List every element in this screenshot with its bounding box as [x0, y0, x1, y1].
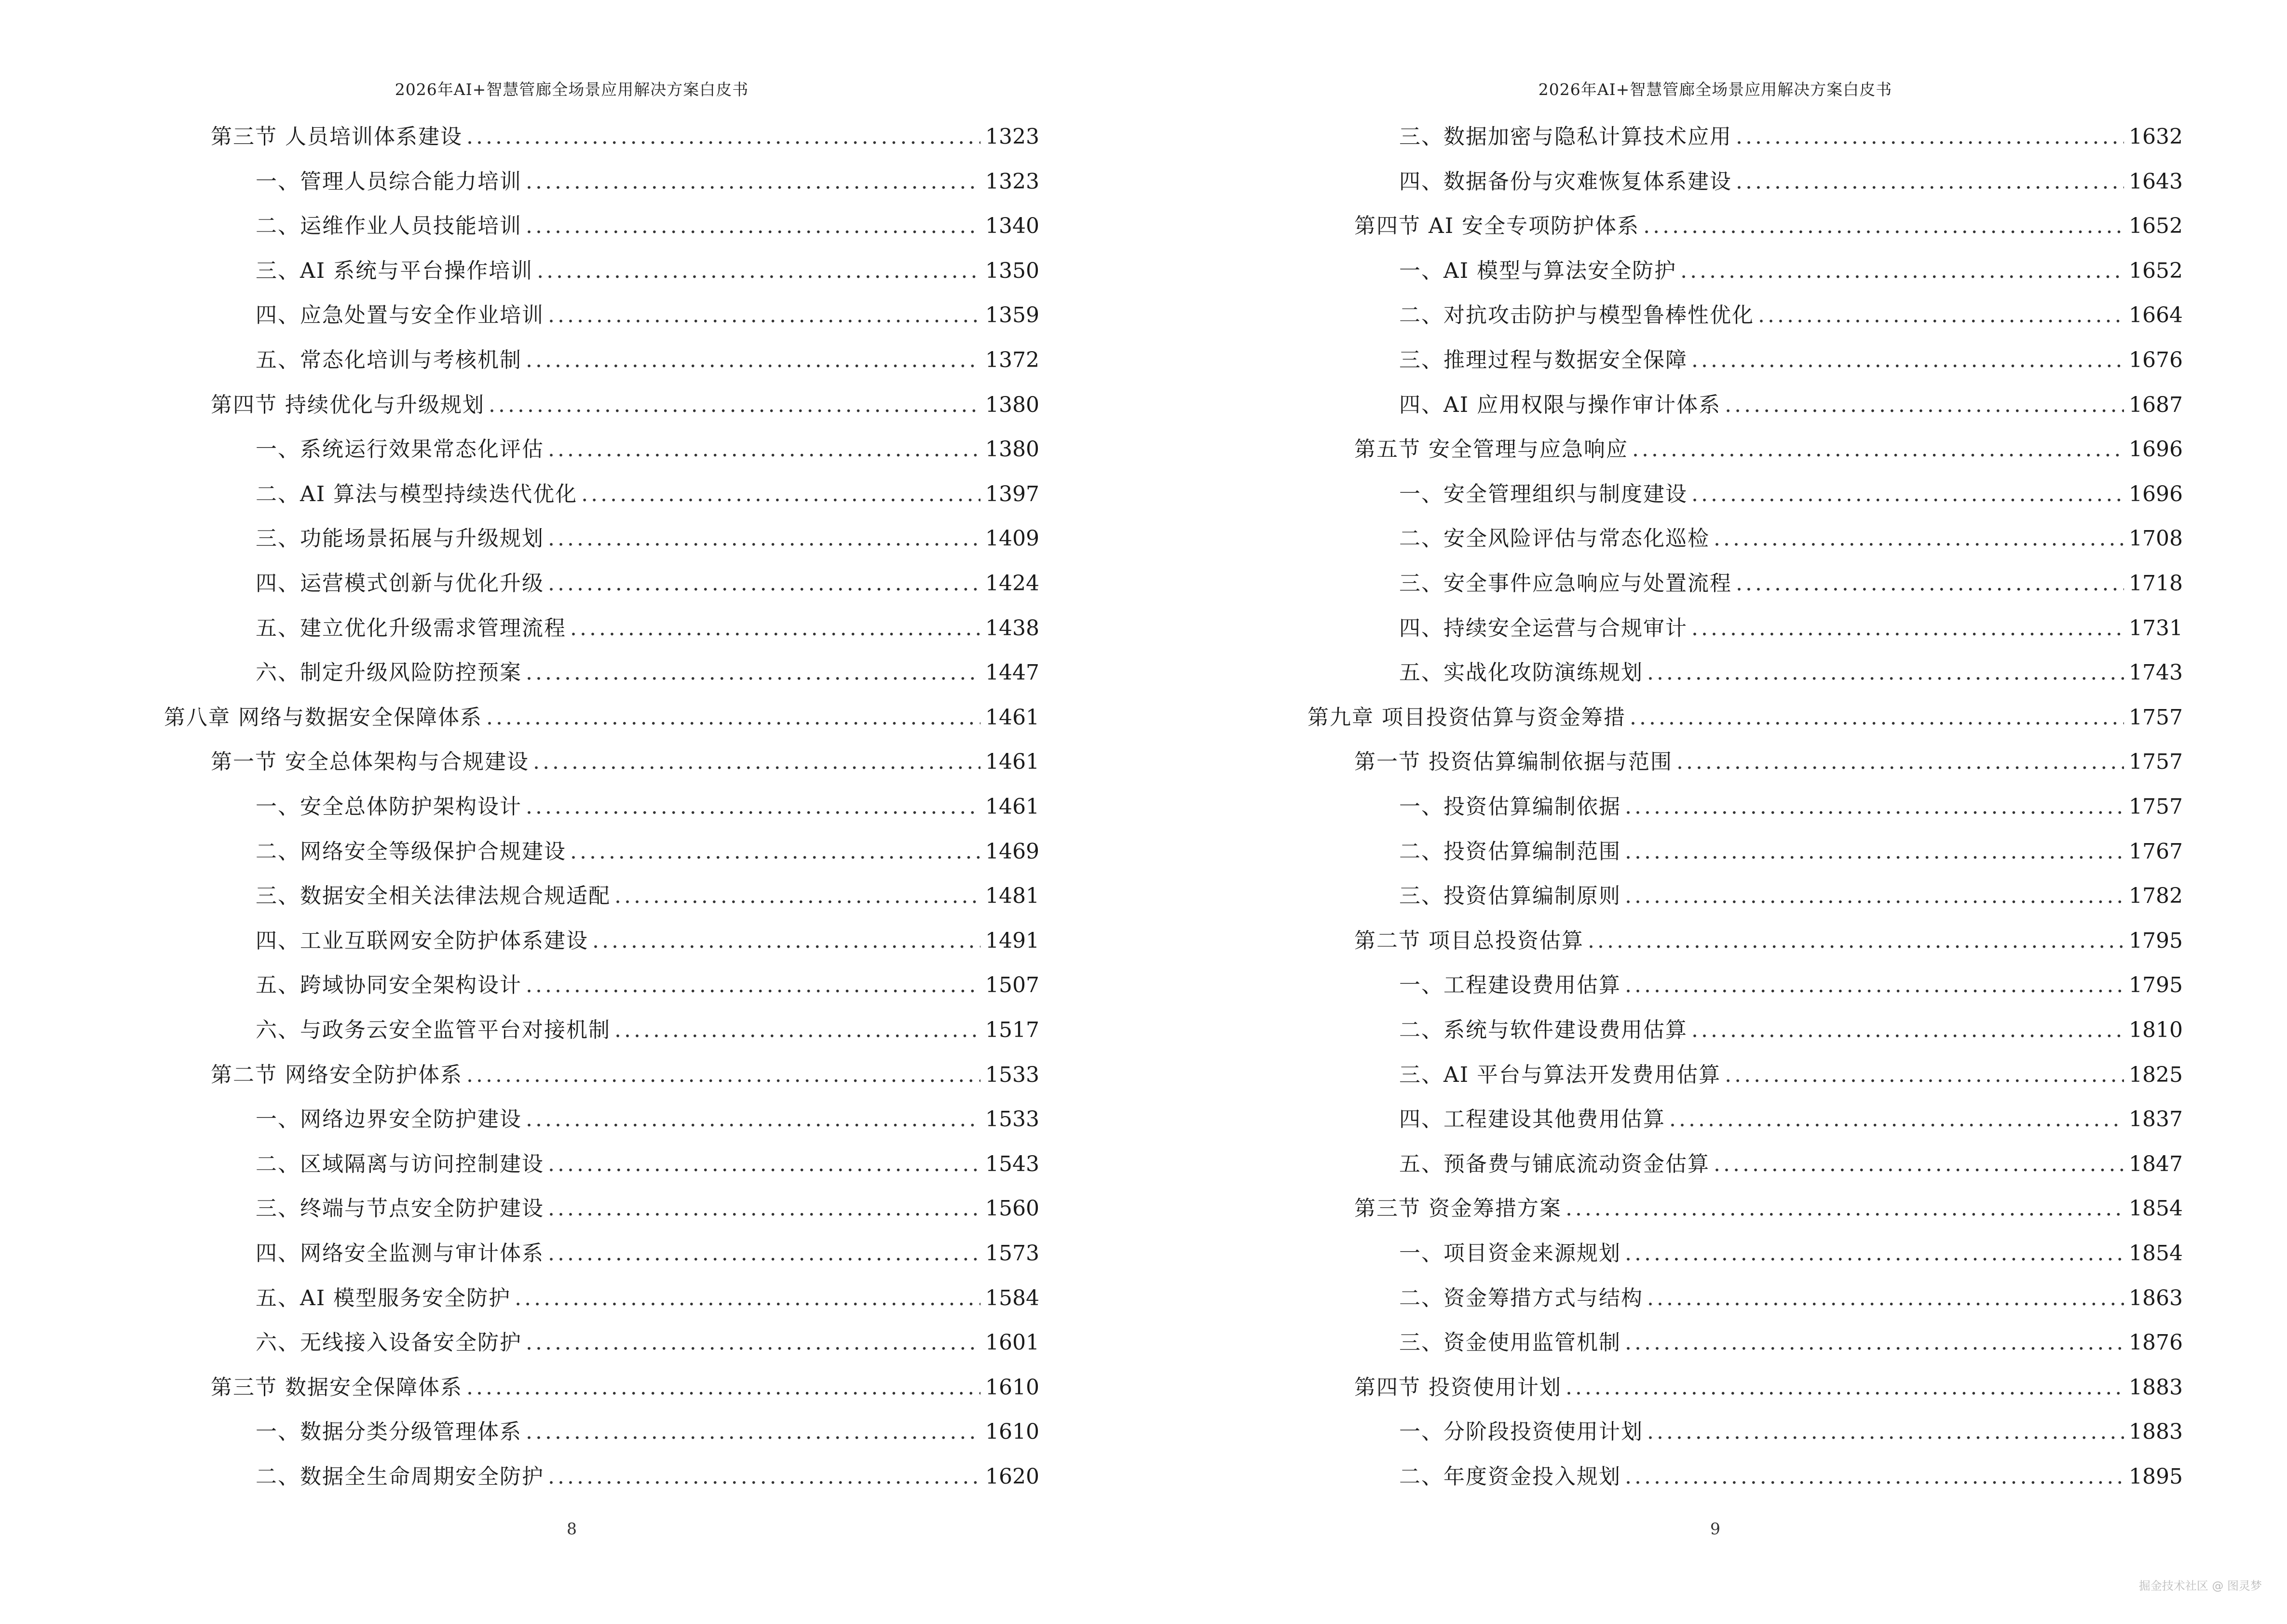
toc-entry-title: 一、数据分类分级管理体系 — [256, 1419, 522, 1445]
toc-entry[interactable] — [256, 427, 1039, 472]
toc-entry-page: 1533 — [985, 1107, 1039, 1132]
dot-leader — [526, 350, 980, 371]
toc-entry-page: 1323 — [985, 169, 1039, 194]
toc-entry[interactable] — [1399, 1321, 2183, 1365]
toc-entry[interactable] — [1399, 1455, 2183, 1499]
dot-leader — [570, 841, 980, 862]
toc-entry[interactable] — [1399, 1053, 2183, 1097]
toc-entry-title: 一、AI 模型与算法安全防护 — [1399, 258, 1677, 283]
toc-entry-title: 二、数据全生命周期安全防护 — [256, 1464, 544, 1489]
toc-entry[interactable] — [256, 830, 1039, 874]
toc-entry-title: 一、安全总体防护架构设计 — [256, 794, 522, 819]
dot-leader — [570, 618, 980, 639]
dot-leader — [548, 528, 980, 549]
dot-leader — [1691, 1020, 2124, 1041]
toc-entry[interactable] — [256, 1455, 1039, 1499]
dot-leader — [466, 1377, 980, 1398]
toc-entry-page: 1610 — [985, 1419, 1039, 1445]
toc-entry-title: 三、资金使用监管机制 — [1399, 1330, 1621, 1355]
dot-leader — [1736, 573, 2124, 594]
page-header: 2026年AI+智慧管廊全场景应用解决方案白皮书 — [1538, 80, 1892, 99]
toc-entry-page: 1438 — [985, 615, 1039, 641]
toc-entry-title: 二、对抗攻击防护与模型鲁棒性优化 — [1399, 303, 1754, 328]
dot-leader — [1725, 1064, 2124, 1086]
toc-entry-page: 1560 — [985, 1196, 1039, 1221]
toc-entry[interactable] — [1399, 561, 2183, 606]
dot-leader — [489, 395, 980, 416]
toc-entry[interactable] — [256, 1410, 1039, 1454]
dot-leader — [1566, 1198, 2124, 1219]
dot-leader — [537, 260, 980, 282]
dot-leader — [1632, 439, 2124, 460]
dot-leader — [1736, 126, 2124, 148]
dot-leader — [486, 707, 980, 728]
toc-entry[interactable] — [1399, 651, 2183, 695]
toc-entry[interactable] — [256, 1276, 1039, 1321]
toc-entry-title: 四、网络安全监测与审计体系 — [256, 1241, 544, 1266]
toc-entry[interactable] — [256, 785, 1039, 829]
page-number: 8 — [567, 1519, 577, 1538]
toc-entry[interactable] — [1399, 249, 2183, 293]
dot-leader — [526, 662, 980, 683]
toc-entry-page: 1696 — [2129, 437, 2183, 462]
toc-entry-title: 二、年度资金投入规划 — [1399, 1464, 1621, 1489]
toc-entry[interactable] — [1354, 740, 2183, 784]
toc-entry-page: 1664 — [2129, 303, 2183, 328]
toc-entry-page: 1323 — [985, 124, 1039, 149]
toc-entry[interactable] — [256, 1321, 1039, 1365]
dot-leader — [1625, 841, 2124, 862]
toc-entry-page: 1718 — [2129, 571, 2183, 596]
toc-entry-page: 1380 — [985, 392, 1039, 417]
dot-leader — [548, 1466, 980, 1488]
toc-entry[interactable] — [1399, 517, 2183, 561]
toc-entry-title: 二、系统与软件建设费用估算 — [1399, 1018, 1688, 1042]
toc-entry[interactable] — [1399, 160, 2183, 204]
toc-entry-page: 1847 — [2129, 1151, 2183, 1176]
toc-entry[interactable] — [1354, 1187, 2183, 1231]
toc-entry[interactable] — [256, 1231, 1039, 1276]
dot-leader — [548, 1154, 980, 1175]
toc-entry-title: 第四节 投资使用计划 — [1354, 1375, 1562, 1400]
dot-leader — [1691, 350, 2124, 371]
toc-entry-title: 二、运维作业人员技能培训 — [256, 214, 522, 239]
toc-entry-title: 五、跨域协同安全架构设计 — [256, 973, 522, 998]
dot-leader — [1630, 707, 2124, 728]
toc-entry-title: 五、建立优化升级需求管理流程 — [256, 615, 566, 641]
toc-entry-title: 五、实战化攻防演练规划 — [1399, 660, 1643, 685]
toc-entry[interactable] — [256, 561, 1039, 606]
toc-entry[interactable] — [211, 115, 1039, 159]
toc-entry-page: 1782 — [2129, 884, 2183, 909]
dot-leader — [1680, 260, 2124, 282]
toc-entry-page: 1409 — [985, 526, 1039, 551]
toc-entry-page: 1795 — [2129, 973, 2183, 998]
toc-entry[interactable] — [1307, 696, 2183, 740]
toc-entry[interactable] — [256, 606, 1039, 651]
toc-entry[interactable] — [1354, 427, 2183, 472]
toc-entry[interactable] — [1399, 115, 2183, 159]
toc-entry-page: 1632 — [2129, 124, 2183, 149]
toc-entry-title: 第四节 AI 安全专项防护体系 — [1354, 214, 1640, 239]
toc-entry[interactable] — [1399, 874, 2183, 918]
toc-entry[interactable] — [1354, 1365, 2183, 1410]
toc-entry-title: 四、应急处置与安全作业培训 — [256, 303, 544, 328]
toc-entry-title: 一、管理人员综合能力培训 — [256, 169, 522, 194]
toc-entry[interactable] — [1399, 606, 2183, 651]
dot-leader — [1625, 975, 2124, 996]
toc-entry-page: 1652 — [2129, 258, 2183, 283]
toc-entry[interactable] — [256, 919, 1039, 963]
toc-entry-title: 一、系统运行效果常态化评估 — [256, 437, 544, 462]
toc-entry-title: 二、网络安全等级保护合规建设 — [256, 839, 566, 864]
dot-leader — [1625, 1243, 2124, 1264]
toc-entry[interactable] — [256, 472, 1039, 517]
toc-entry-page: 1517 — [985, 1018, 1039, 1042]
toc-entry-title: 五、常态化培训与考核机制 — [256, 348, 522, 372]
dot-leader — [548, 1198, 980, 1219]
dot-leader — [533, 751, 980, 773]
toc-entry-page: 1687 — [2129, 392, 2183, 417]
toc-entry[interactable] — [1399, 1097, 2183, 1142]
toc-entry-title: 第一节 安全总体架构与合规建设 — [211, 750, 529, 775]
toc-entry-page: 1372 — [985, 348, 1039, 372]
toc-entry[interactable] — [211, 1053, 1039, 1097]
toc-entry-title: 一、投资估算编制依据 — [1399, 794, 1621, 819]
toc-entry-page: 1584 — [985, 1285, 1039, 1310]
toc-entry-page: 1854 — [2129, 1241, 2183, 1266]
dot-leader — [1625, 1332, 2124, 1353]
toc-entry-title: 四、持续安全运营与合规审计 — [1399, 615, 1688, 641]
dot-leader — [1647, 662, 2124, 683]
toc-entry[interactable] — [1399, 338, 2183, 382]
dot-leader — [548, 1243, 980, 1264]
dot-leader — [1588, 930, 2124, 952]
dot-leader — [1625, 886, 2124, 907]
toc-entry-page: 1461 — [985, 705, 1039, 730]
toc-entry-title: 第九章 项目投资估算与资金筹措 — [1307, 705, 1626, 730]
page-header: 2026年AI+智慧管廊全场景应用解决方案白皮书 — [395, 80, 749, 99]
toc-entry[interactable] — [1399, 1008, 2183, 1052]
toc-entry-title: 三、推理过程与数据安全保障 — [1399, 348, 1688, 372]
dot-leader — [581, 484, 980, 505]
toc-entry-page: 1380 — [985, 437, 1039, 462]
toc-entry-title: 三、安全事件应急响应与处置流程 — [1399, 571, 1732, 596]
dot-leader — [466, 126, 980, 148]
toc-entry-title: 三、AI 系统与平台操作培训 — [256, 258, 533, 283]
toc-entry-title: 六、与政务云安全监管平台对接机制 — [256, 1018, 611, 1042]
toc-entry-title: 第一节 投资估算编制依据与范围 — [1354, 750, 1673, 775]
toc-entry[interactable] — [256, 338, 1039, 382]
toc-entry-page: 1461 — [985, 750, 1039, 775]
toc-entry-page: 1837 — [2129, 1107, 2183, 1132]
dot-leader — [1625, 1466, 2124, 1488]
toc-entry[interactable] — [256, 1142, 1039, 1187]
toc-entry-title: 六、无线接入设备安全防护 — [256, 1330, 522, 1355]
toc-entry-title: 第八章 网络与数据安全保障体系 — [164, 705, 482, 730]
toc-entry[interactable] — [256, 1097, 1039, 1142]
toc-entry-page: 1543 — [985, 1151, 1039, 1176]
toc-entry-page: 1350 — [985, 258, 1039, 283]
dot-leader — [548, 439, 980, 460]
toc-entry[interactable] — [256, 517, 1039, 561]
toc-entry-title: 第三节 资金筹措方案 — [1354, 1196, 1562, 1221]
toc-entry-title: 一、安全管理组织与制度建设 — [1399, 481, 1688, 506]
toc-entry[interactable] — [1399, 1276, 2183, 1321]
dot-leader — [526, 975, 980, 996]
toc-entry-title: 三、数据安全相关法律法规合规适配 — [256, 884, 611, 909]
toc-entry[interactable] — [1399, 1142, 2183, 1187]
toc-entry[interactable] — [211, 740, 1039, 784]
dot-leader — [1691, 484, 2124, 505]
toc-entry-title: 第三节 人员培训体系建设 — [211, 124, 463, 149]
toc-entry-page: 1767 — [2129, 839, 2183, 864]
toc-entry-page: 1696 — [2129, 481, 2183, 506]
toc-entry[interactable] — [256, 651, 1039, 695]
dot-leader — [526, 171, 980, 192]
toc-entry-page: 1340 — [985, 214, 1039, 239]
toc-entry-page: 1610 — [985, 1375, 1039, 1400]
toc-entry-title: 一、项目资金来源规划 — [1399, 1241, 1621, 1266]
toc-entry-page: 1533 — [985, 1062, 1039, 1087]
toc-entry-title: 五、预备费与铺底流动资金估算 — [1399, 1151, 1710, 1176]
toc-entry[interactable] — [256, 1008, 1039, 1052]
toc-entry[interactable] — [256, 874, 1039, 918]
toc-entry-page: 1573 — [985, 1241, 1039, 1266]
dot-leader — [526, 1421, 980, 1443]
toc-entry-page: 1825 — [2129, 1062, 2183, 1087]
toc-entry-page: 1757 — [2129, 794, 2183, 819]
toc-entry[interactable] — [211, 1365, 1039, 1410]
toc-entry-page: 1447 — [985, 660, 1039, 685]
toc-entry[interactable] — [211, 383, 1039, 427]
toc-entry-page: 1620 — [985, 1464, 1039, 1489]
dot-leader — [1625, 796, 2124, 818]
toc-entry[interactable] — [1354, 919, 2183, 963]
dot-leader — [515, 1288, 980, 1309]
dot-leader — [1676, 751, 2124, 773]
toc-entry-title: 一、工程建设费用估算 — [1399, 973, 1621, 998]
toc-entry[interactable] — [256, 293, 1039, 338]
toc-entry-title: 四、AI 应用权限与操作审计体系 — [1399, 392, 1721, 417]
toc-entry-title: 六、制定升级风险防控预案 — [256, 660, 522, 685]
dot-leader — [548, 305, 980, 326]
toc-entry-title: 三、投资估算编制原则 — [1399, 884, 1621, 909]
dot-leader — [1736, 171, 2124, 192]
dot-leader — [466, 1064, 980, 1086]
toc-entry-title: 第二节 网络安全防护体系 — [211, 1062, 463, 1087]
toc-entry-page: 1481 — [985, 884, 1039, 909]
dot-leader — [526, 1109, 980, 1130]
toc-entry[interactable] — [1399, 830, 2183, 874]
toc-entry-page: 1876 — [2129, 1330, 2183, 1355]
toc-entry-title: 三、数据加密与隐私计算技术应用 — [1399, 124, 1732, 149]
right-page — [1144, 0, 2287, 1624]
dot-leader — [1669, 1109, 2124, 1130]
toc-entry-title: 第四节 持续优化与升级规划 — [211, 392, 485, 417]
toc-entry-page: 1469 — [985, 839, 1039, 864]
page-number: 9 — [1710, 1519, 1720, 1538]
toc-entry-title: 四、工程建设其他费用估算 — [1399, 1107, 1665, 1132]
toc-entry-page: 1491 — [985, 928, 1039, 953]
toc-entry-title: 第五节 安全管理与应急响应 — [1354, 437, 1628, 462]
dot-leader — [614, 886, 980, 907]
toc-entry-page: 1507 — [985, 973, 1039, 998]
toc-entry[interactable] — [1354, 204, 2183, 248]
toc-entry-title: 二、资金筹措方式与结构 — [1399, 1285, 1643, 1310]
toc-entry-title: 二、安全风险评估与常态化巡检 — [1399, 526, 1710, 551]
toc-entry-page: 1359 — [985, 303, 1039, 328]
toc-entry-title: 三、AI 平台与算法开发费用估算 — [1399, 1062, 1721, 1087]
dot-leader — [614, 1020, 980, 1041]
toc-entry-page: 1731 — [2129, 615, 2183, 641]
dot-leader — [526, 1332, 980, 1353]
toc-entry-page: 1883 — [2129, 1419, 2183, 1445]
toc-entry-page: 1757 — [2129, 750, 2183, 775]
toc-entry-title: 第二节 项目总投资估算 — [1354, 928, 1584, 953]
toc-entry-page: 1883 — [2129, 1375, 2183, 1400]
toc-entry[interactable] — [256, 204, 1039, 248]
toc-entry-title: 一、网络边界安全防护建设 — [256, 1107, 522, 1132]
toc-entry-page: 1895 — [2129, 1464, 2183, 1489]
watermark: 掘金技术社区 @ 图灵梦 — [2138, 1579, 2262, 1593]
dot-leader — [526, 796, 980, 818]
toc-entry[interactable] — [1399, 472, 2183, 517]
toc-entry-page: 1601 — [985, 1330, 1039, 1355]
toc-entry-page: 1424 — [985, 571, 1039, 596]
toc-entry-title: 二、区域隔离与访问控制建设 — [256, 1151, 544, 1176]
toc-entry-title: 第三节 数据安全保障体系 — [211, 1375, 463, 1400]
dot-leader — [1714, 1154, 2124, 1175]
toc-entry-title: 五、AI 模型服务安全防护 — [256, 1285, 511, 1310]
toc-entry-title: 三、功能场景拓展与升级规划 — [256, 526, 544, 551]
toc-entry[interactable] — [256, 249, 1039, 293]
toc-entry-title: 二、投资估算编制范围 — [1399, 839, 1621, 864]
toc-entry-page: 1810 — [2129, 1018, 2183, 1042]
toc-entry-page: 1757 — [2129, 705, 2183, 730]
toc-entry[interactable] — [256, 160, 1039, 204]
toc-entry-title: 四、工业互联网安全防护体系建设 — [256, 928, 588, 953]
toc-entry-page: 1461 — [985, 794, 1039, 819]
toc-entry-page: 1863 — [2129, 1285, 2183, 1310]
toc-entry-page: 1643 — [2129, 169, 2183, 194]
toc-entry[interactable] — [1399, 1410, 2183, 1454]
toc-entry[interactable] — [256, 1187, 1039, 1231]
toc-entry[interactable] — [1399, 383, 2183, 427]
dot-leader — [1725, 395, 2124, 416]
toc-entry[interactable] — [1399, 785, 2183, 829]
toc-entry-page: 1854 — [2129, 1196, 2183, 1221]
toc-entry-page: 1676 — [2129, 348, 2183, 372]
toc-entry[interactable] — [1399, 1231, 2183, 1276]
dot-leader — [1647, 1288, 2124, 1309]
toc-entry[interactable] — [256, 963, 1039, 1008]
toc-entry-title: 一、分阶段投资使用计划 — [1399, 1419, 1643, 1445]
dot-leader — [592, 930, 980, 952]
toc-entry-page: 1708 — [2129, 526, 2183, 551]
toc-entry-page: 1743 — [2129, 660, 2183, 685]
dot-leader — [526, 216, 980, 237]
toc-entry-title: 四、数据备份与灾难恢复体系建设 — [1399, 169, 1732, 194]
toc-entry-title: 四、运营模式创新与优化升级 — [256, 571, 544, 596]
toc-entry-title: 三、终端与节点安全防护建设 — [256, 1196, 544, 1221]
toc-entry[interactable] — [1399, 963, 2183, 1008]
toc-entry-page: 1397 — [985, 481, 1039, 506]
dot-leader — [1643, 216, 2124, 237]
dot-leader — [1714, 528, 2124, 549]
toc-entry[interactable] — [164, 696, 1039, 740]
toc-entry-title: 二、AI 算法与模型持续迭代优化 — [256, 481, 578, 506]
dot-leader — [1691, 618, 2124, 639]
dot-leader — [1647, 1421, 2124, 1443]
dot-leader — [1566, 1377, 2124, 1398]
dot-leader — [1758, 305, 2124, 326]
toc-entry[interactable] — [1399, 293, 2183, 338]
toc-entry-page: 1652 — [2129, 214, 2183, 239]
dot-leader — [548, 573, 980, 594]
toc-entry-page: 1795 — [2129, 928, 2183, 953]
